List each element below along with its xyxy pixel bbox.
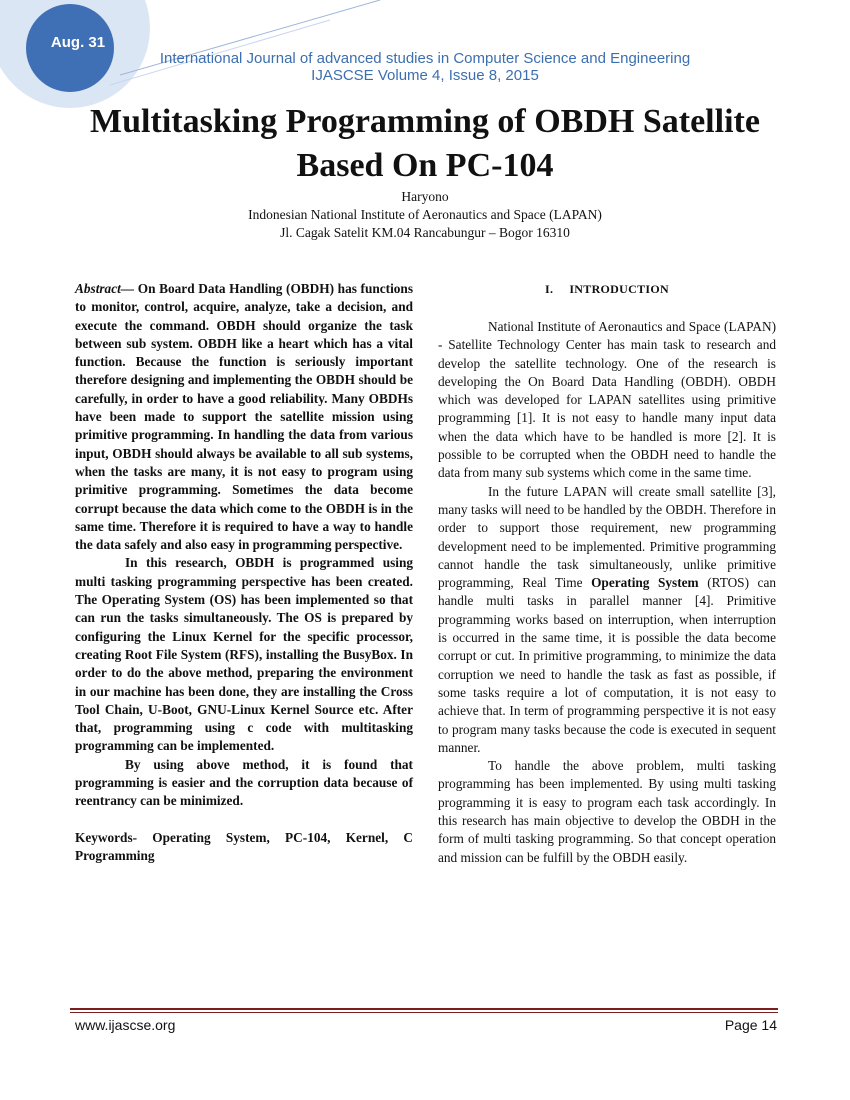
intro-p2-start: In the future LAPAN will create small satellite [3], many tasks will need to be handled by the OBDH. Therefore in order to support those requirement, new programming development need to be implemented. Primitive programming cannot handle the task simultaneously, unlike primitive programming, Real Time [438,483,776,591]
keywords: Keywords- Operating System, PC-104, Kernel, C Programming [75,829,413,863]
author-block [150,188,700,242]
footer-rule [70,1008,778,1013]
footer-url: www.ijascse.org [75,1017,176,1033]
intro-paragraph-1: National Institute of Aeronautics and Space (LAPAN) - Satellite Technology Center has main task to research and develop the satellite technology. One of the research is developing the On Board Data Handling (OBDH). OBDH which was developed for LAPAN satellites using primitive programming [1]. It is not easy to handle many input data when the data which have to be handled is more [2]. It is possible to be corrupted when the OBDH need to handle the data from many sub systems which come in the same time. [438,319,776,481]
abstract-column [75,280,413,865]
author-address: Jl. Cagak Satelit KM.04 Rancabungur – Bogor 16310 [280,225,570,240]
abstract-label: Abstract— [75,281,135,296]
abstract-paragraph-3: By using above method, it is found that programming is easier and the corruption data because of reentrancy can be minimized. [75,756,413,809]
section-number: I. [545,282,554,296]
page-number: Page 14 [724,1017,777,1033]
intro-paragraph-3: To handle the above problem, multi tasking programming has been implemented. By using multi tasking programming it is easy to program each task accordingly. In this research has main objective to develop the OBDH in the form of multi tasking programming. So that concept operation and mission can be fulfill by the OBDH easily. [438,758,776,865]
introduction-column [438,280,776,867]
abstract-paragraph-1 [75,280,413,554]
intro-p2-bold: Operating System [591,575,699,591]
section-heading [438,280,776,298]
paper-title [60,100,790,188]
title-line-1: Multitasking Programming of OBDH Satellite [90,103,760,140]
journal-header [140,50,710,84]
abstract-text-1: On Board Data Handling (OBDH) has functions to monitor, control, acquire, analyze, take a decision, and execute the command. OBDH should organize the task between sub system. OBDH like a heart which has a vital function. Because the function is seriously important therefore designing and implementing the OBDH should be carefully, in order to have a good reliability. Many OBDHs have been made to support the satellite mission using primitive programming. In handling the data from various input, OBDH should always be available to all sub systems, when the tasks are many, it is not easy to program using primitive programming. Sometimes the data become corrupt because the data which come to the OBDH is in the same time. Therefore it is required to have a way to handle the data safely and also easy in programming perspective. [75,281,413,553]
title-line-2: Based On PC-104 [296,147,554,184]
author-affiliation: Indonesian National Institute of Aeronautics and Space (LAPAN) [248,207,602,222]
abstract-paragraph-2: In this research, OBDH is programmed using multi tasking programming perspective has been created. The Operating System (OS) has been implemented so that can run the tasks simultaneously. The OS is prepared by configuring the Linux Kernel for the specific processor, creating Root File System (RFS), installing the BusyBox. In order to do the above method, preparing the environment in our machine has been done, they are installing the Cross Tool Chain, U-Boot, GNU-Linux Kernel Source etc. After that, programming using c code with multitasking programming can be implemented. [75,555,413,754]
journal-issue: IJASCSE Volume 4, Issue 8, 2015 [311,67,539,84]
intro-paragraph-2 [438,483,776,757]
journal-name: International Journal of advanced studies in Computer Science and Engineering [159,50,691,67]
section-title: INTRODUCTION [569,282,669,296]
date-badge: Aug. 31 [50,34,106,51]
intro-p2-end: (RTOS) can handle multi tasks in parallel manner [4]. Primitive programming works based on interruption, when interruption is occurred in the same time, it is possible the data become corrupt or cut. In primitive programming, to minimize the data corruption we need to handle the task as fast as possible, if some tasks require a lot of computation, it is not easy to achieve that. In term of programming perspective it is not easy to program many tasks because the code is executed in sequent manner. [438,575,777,755]
author-name: Haryono [401,189,449,204]
